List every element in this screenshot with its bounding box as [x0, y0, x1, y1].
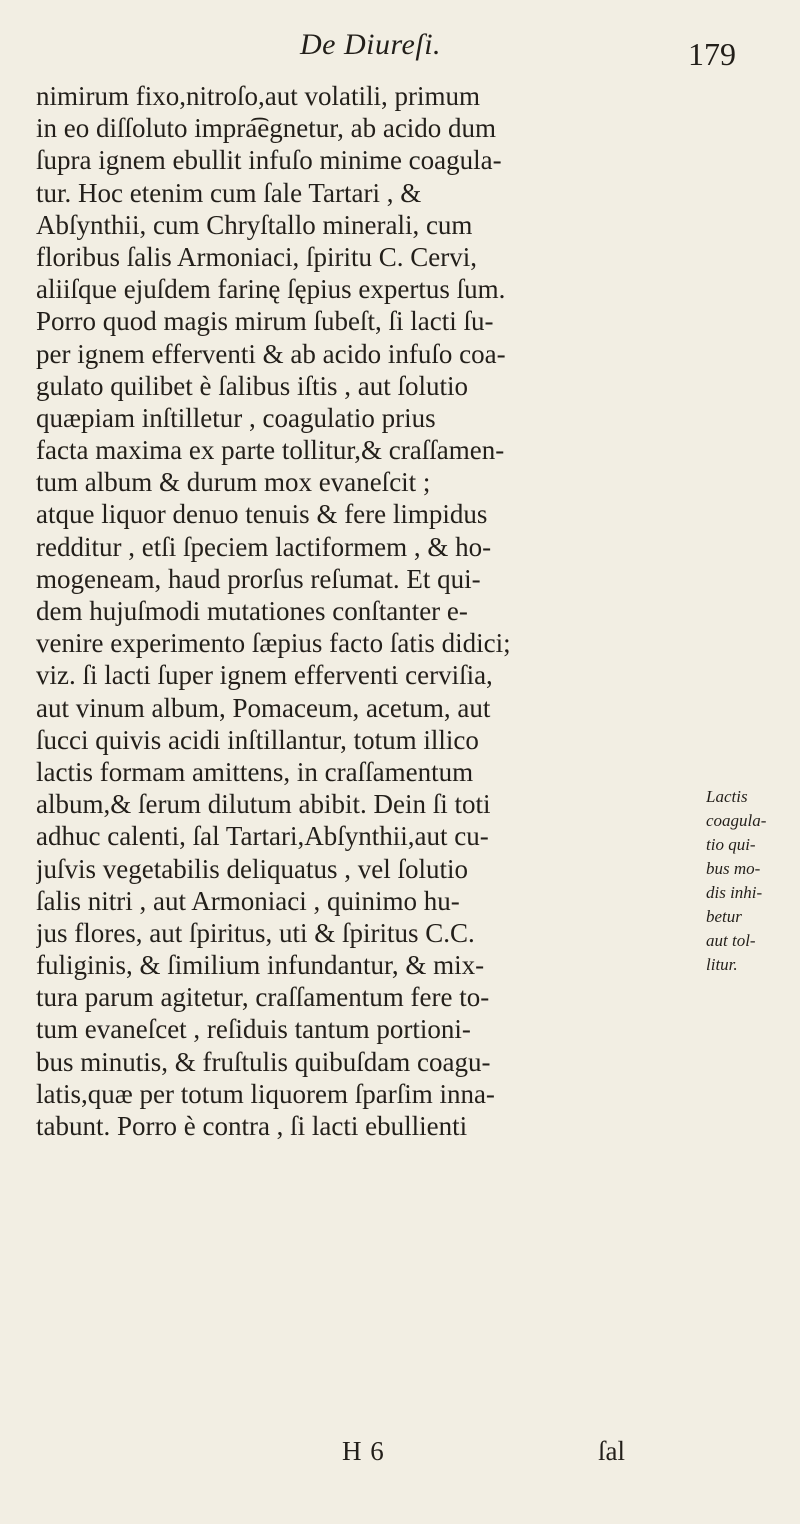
text-line: tabunt. Porro è contra , ſi lacti ebullienti — [36, 1111, 468, 1141]
marginal-note-line: litur. — [706, 955, 738, 974]
text-line: aut vinum album, Pomaceum, acetum, aut — [36, 692, 491, 723]
text-line: venire experimento ſæpius facto ſatis didici; — [36, 628, 511, 659]
body-text — [36, 80, 766, 1142]
text-line: bus minutis, & fruſtulis quibuſdam coagu- — [36, 1046, 491, 1077]
text-line: mogeneam, haud prorſus reſumat. Et qui- — [36, 563, 481, 594]
signature-mark: H 6 — [342, 1436, 385, 1466]
marginal-note — [706, 785, 800, 977]
text-line: ſupra ignem ebullit infuſo minime coagula- — [36, 145, 502, 176]
marginal-note-line: dis inhi- — [706, 883, 763, 902]
text-line: ſucci quivis acidi inſtillantur, totum illico — [36, 724, 479, 755]
page-number: 179 — [688, 36, 736, 72]
catchword: ſal — [598, 1436, 625, 1466]
text-line: floribus ſalis Armoniaci, ſpiritu C. Cervi, — [36, 241, 477, 272]
marginal-note-line: betur — [706, 907, 742, 926]
marginal-note-line: aut tol- — [706, 931, 756, 950]
text-line: tum evaneſcet , reſiduis tantum portioni- — [36, 1014, 471, 1045]
text-line: tura parum agitetur, craſſamentum fere to- — [36, 982, 490, 1013]
text-line: Porro quod magis mirum ſubeſt, ſi lacti ſu- — [36, 306, 494, 337]
text-line: album,& ſerum dilutum abibit. Dein ſi toti — [36, 789, 491, 820]
text-line: nimirum fixo,nitroſo,aut volatili, primum — [36, 81, 480, 111]
text-line: aliiſque ejuſdem farinę ſępius expertus ſum. — [36, 274, 506, 305]
text-line: dem hujuſmodi mutationes conſtanter e- — [36, 596, 468, 626]
text-line: in eo diſſoluto impra͡egnetur, ab acido dum — [36, 113, 497, 144]
text-line: viz. ſi lacti ſuper ignem efferventi cerviſia, — [36, 660, 493, 691]
text-line: quæpiam inſtilletur , coagulatio prius — [36, 402, 436, 433]
marginal-note-line: coagula- — [706, 811, 767, 830]
text-line: gulato quilibet è ſalibus iſtis , aut ſolutio — [36, 370, 468, 401]
text-line: ſalis nitri , aut Armoniaci , quinimo hu- — [36, 885, 460, 916]
text-line: redditur , etſi ſpeciem lactiformem , & ho- — [36, 531, 492, 562]
text-line: atque liquor denuo tenuis & fere limpidus — [36, 499, 488, 530]
marginal-note-line: Lactis — [706, 787, 748, 806]
running-title: De Diureſi. — [300, 28, 442, 61]
text-line: adhuc calenti, ſal Tartari,Abſynthii,aut cu- — [36, 821, 489, 852]
text-line: lactis formam amittens, in craſſamentum — [36, 756, 474, 787]
text-line: tum album & durum mox evaneſcit ; — [36, 467, 431, 498]
text-line: tur. Hoc etenim cum ſale Tartari , & — [36, 177, 422, 208]
text-line: fuliginis, & ſimilium infundantur, & mix- — [36, 950, 485, 981]
text-line: latis,quæ per totum liquorem ſparſim inna- — [36, 1078, 495, 1109]
text-line: jus flores, aut ſpiritus, uti & ſpiritus C.C. — [36, 917, 475, 948]
text-line: per ignem efferventi & ab acido infuſo coa- — [36, 338, 506, 369]
marginal-note-line: bus mo- — [706, 859, 761, 878]
text-line: Abſynthii, cum Chryſtallo minerali, cum — [36, 209, 473, 240]
marginal-note-line: tio qui- — [706, 835, 756, 854]
text-line: facta maxima ex parte tollitur,& craſſamen- — [36, 435, 505, 466]
text-line: juſvis vegetabilis deliquatus , vel ſolutio — [36, 853, 468, 884]
